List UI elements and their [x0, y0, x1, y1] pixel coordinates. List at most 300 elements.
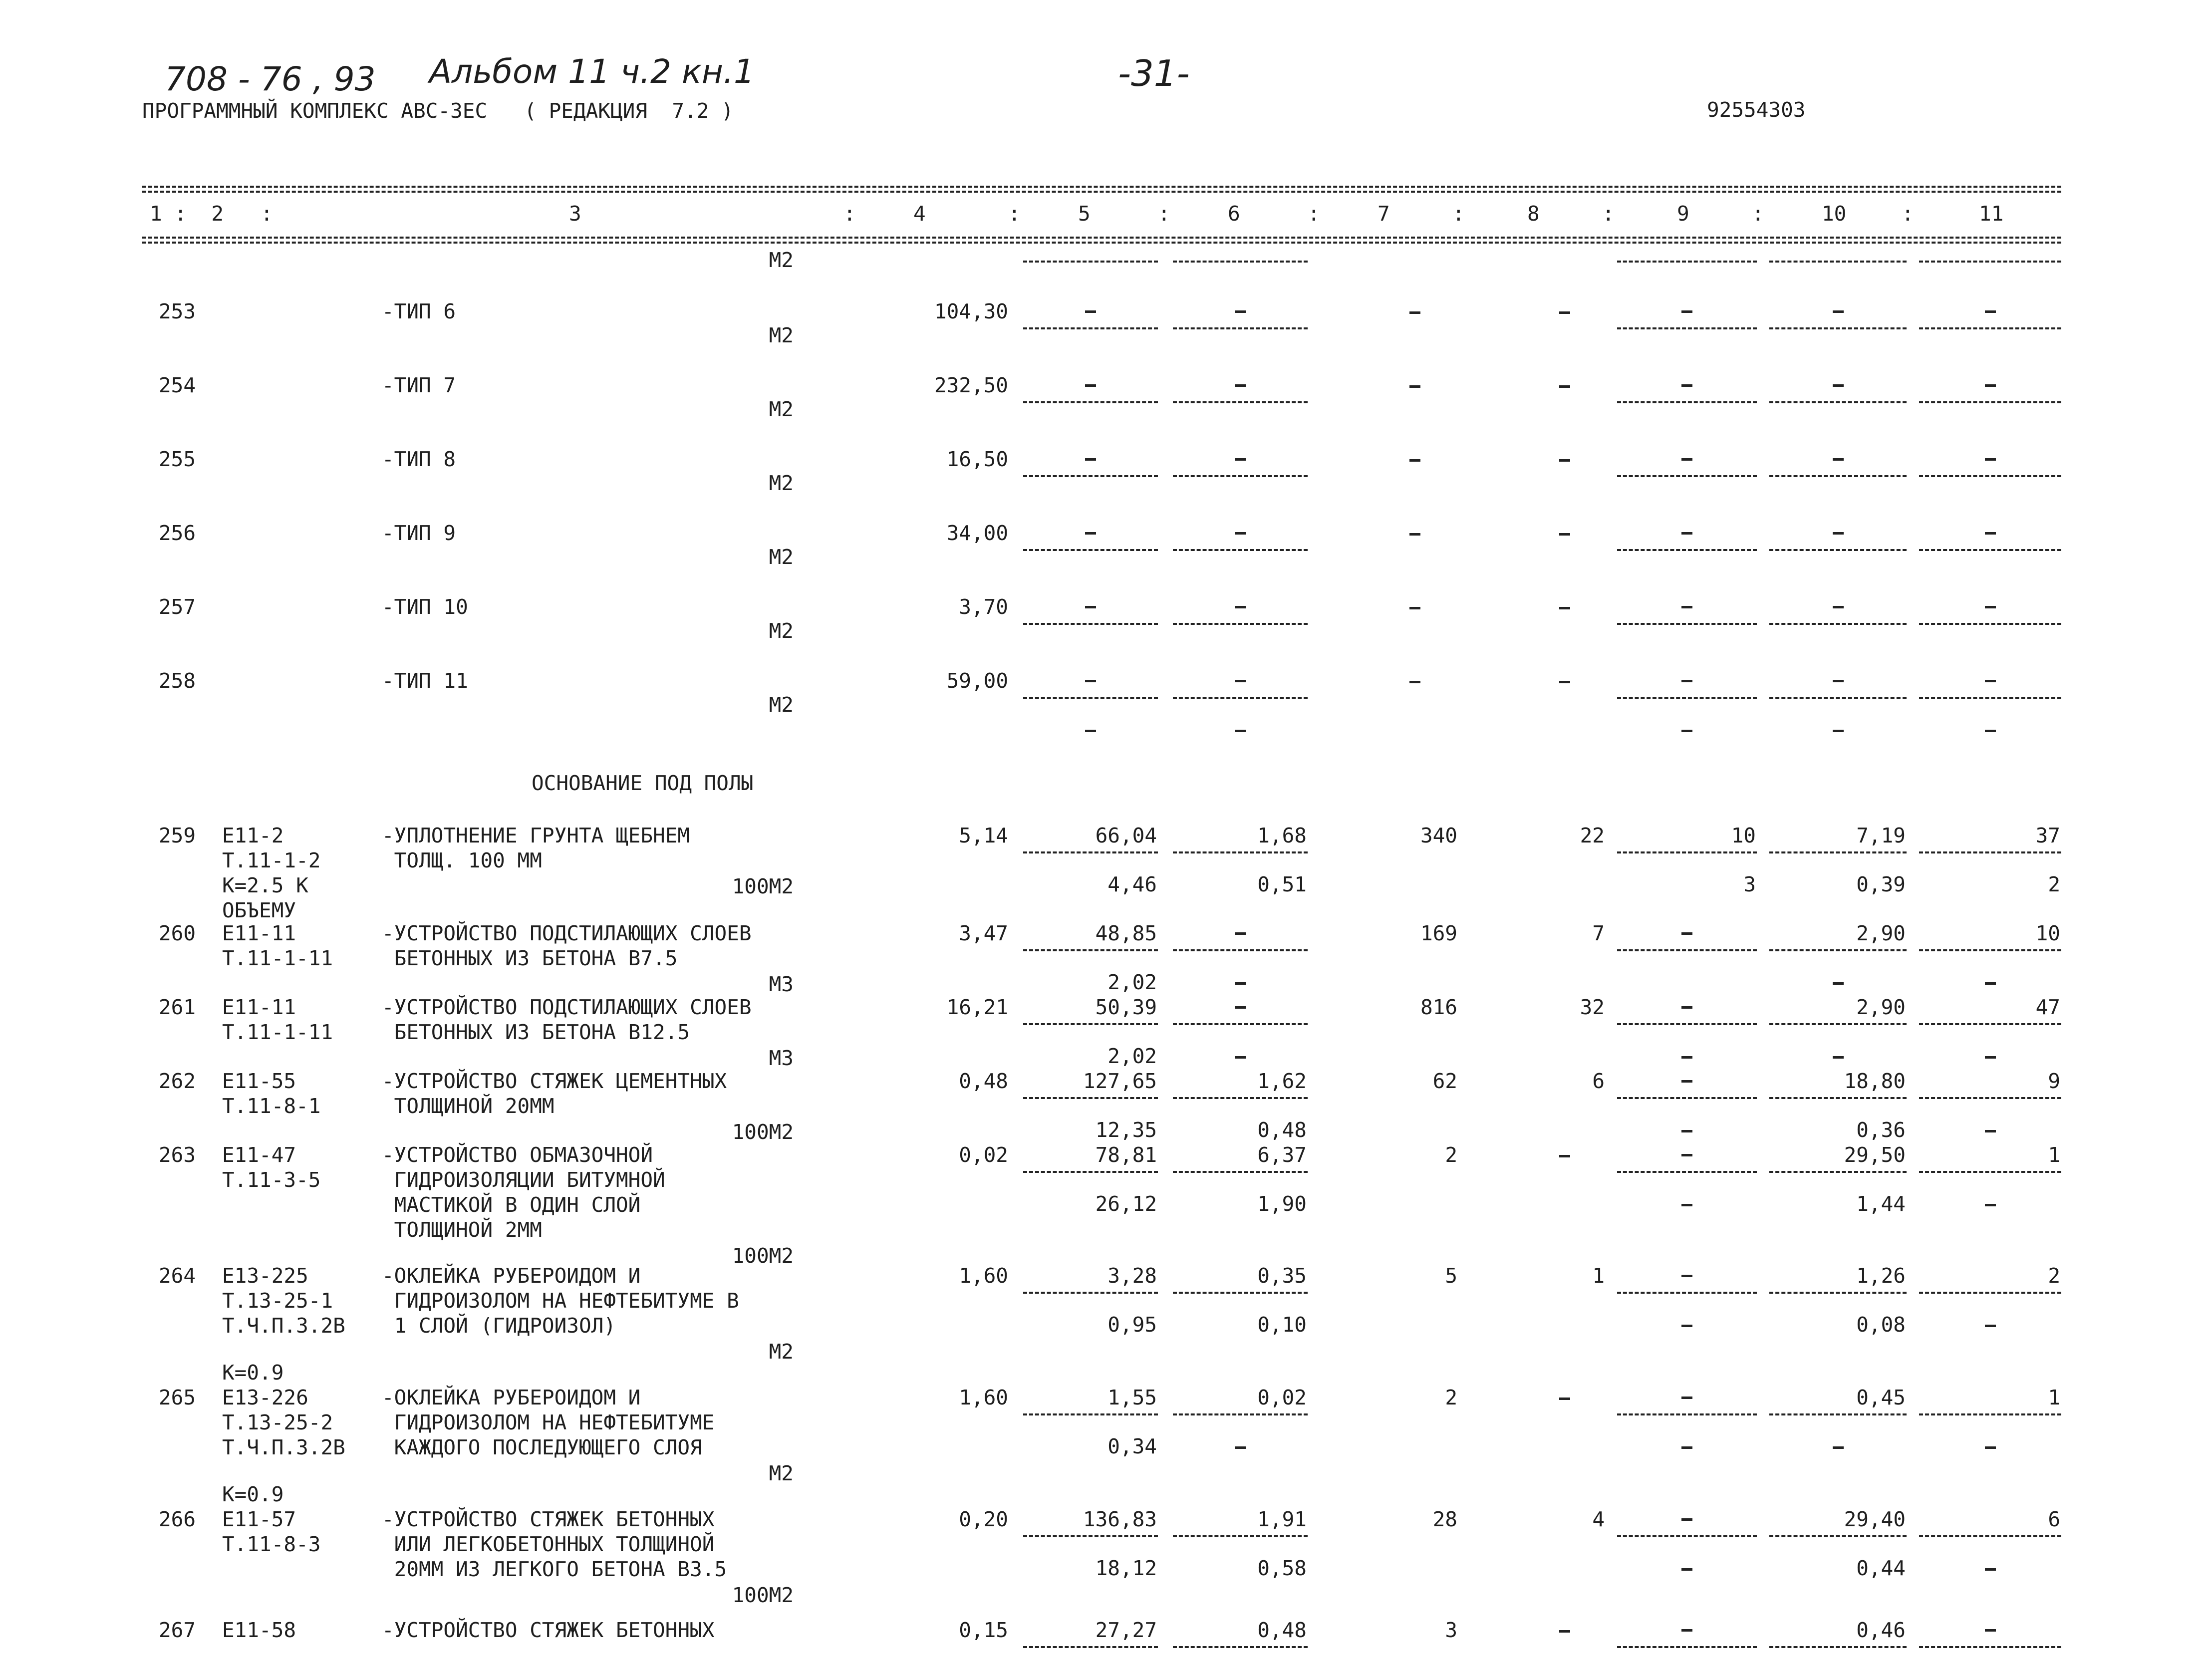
- row-unit: 100М2: [732, 1120, 794, 1144]
- dash-mark: [1985, 458, 1996, 461]
- dash-mark: [1681, 1154, 1692, 1156]
- fraction-rule: [1023, 949, 1158, 951]
- dash-mark: [1985, 982, 1996, 985]
- fraction-rule: [1617, 475, 1757, 477]
- fraction-rule: [1919, 949, 2061, 951]
- cell-value: 3,28: [1107, 1264, 1157, 1288]
- cell-value: 0,48: [1257, 1118, 1307, 1142]
- column-header: 1 : 2 :: [150, 202, 273, 226]
- row-quantity: 0,02: [959, 1143, 1008, 1167]
- row-description: МАСТИКОЙ В ОДИН СЛОЙ: [382, 1193, 641, 1217]
- cell-value: 7,19: [1856, 824, 1906, 847]
- row-description: -УСТРОЙСТВО СТЯЖЕК БЕТОННЫХ: [382, 1618, 715, 1642]
- dash-mark: [1681, 1446, 1692, 1449]
- cell-value: 26,12: [1095, 1192, 1157, 1216]
- fraction-rule: [1173, 1413, 1308, 1415]
- cell-value: 0,34: [1107, 1434, 1157, 1458]
- row-unit: М2: [769, 545, 794, 569]
- fraction-rule: [1769, 851, 1907, 853]
- cell-value: 0,46: [1856, 1618, 1906, 1642]
- cell-value: 6,37: [1257, 1143, 1307, 1167]
- fraction-rule: [1173, 1535, 1308, 1537]
- divider-rule: [1023, 261, 1158, 263]
- dash-mark: [1085, 384, 1096, 387]
- doc-number: 708 - 76 , 93: [165, 60, 376, 98]
- cell-value: 0,39: [1856, 872, 1906, 896]
- cell-value: 4: [1592, 1507, 1605, 1531]
- row-quantity: 1,60: [959, 1386, 1008, 1409]
- fraction-rule: [1617, 1292, 1757, 1294]
- dash-mark: [1681, 1397, 1692, 1399]
- row-number: 264: [159, 1264, 196, 1288]
- cell-value: 6: [1592, 1069, 1605, 1093]
- dash-mark: [1235, 982, 1246, 985]
- fraction-rule: [1617, 327, 1757, 329]
- cell-value: 66,04: [1095, 824, 1157, 847]
- row-number: 257: [159, 595, 196, 619]
- dash-mark: [1985, 1568, 1996, 1571]
- dash-mark: [1681, 1006, 1692, 1009]
- cell-value: 1,44: [1856, 1192, 1906, 1216]
- row-code: Т.13-25-1: [222, 1289, 333, 1313]
- dash-mark: [1085, 680, 1096, 682]
- row-code: Т.11-8-3: [222, 1532, 321, 1556]
- row-code: Т.11-1-11: [222, 946, 333, 970]
- dash-mark: [1833, 1446, 1844, 1449]
- divider-rule: [1173, 261, 1308, 263]
- dash-mark: [1559, 1630, 1570, 1633]
- fraction-rule: [1023, 697, 1158, 699]
- cell-value: 22: [1580, 824, 1605, 847]
- row-code: Е11-11: [222, 921, 296, 945]
- cell-value: 2: [1445, 1386, 1457, 1409]
- dash-mark: [1409, 681, 1420, 683]
- cell-value: 2: [2048, 1264, 2060, 1288]
- row-description: -ОКЛЕЙКА РУБЕРОИДОМ И: [382, 1386, 641, 1409]
- unit: М2: [769, 248, 794, 272]
- column-header: 3: [569, 202, 581, 226]
- cell-value: 136,83: [1083, 1507, 1157, 1531]
- column-header: :: [1602, 202, 1615, 226]
- dash-mark: [1085, 310, 1096, 313]
- dash-mark: [1235, 1056, 1246, 1059]
- row-unit: 100М2: [732, 1244, 794, 1268]
- table-header-rule-2: [142, 242, 2061, 244]
- fraction-rule: [1617, 949, 1757, 951]
- fraction-rule: [1617, 851, 1757, 853]
- fraction-rule: [1023, 327, 1158, 329]
- album-label: Альбом 11 ч.2 кн.1: [429, 52, 755, 91]
- row-quantity: 5,14: [959, 824, 1008, 847]
- dash-mark: [1833, 1056, 1844, 1059]
- fraction-rule: [1919, 1023, 2061, 1025]
- row-description: -ТИП 6: [382, 299, 456, 323]
- dash-mark: [1409, 385, 1420, 388]
- fraction-rule: [1919, 623, 2061, 625]
- row-code: Е11-2: [222, 824, 284, 847]
- dash-mark: [1833, 606, 1844, 608]
- row-description: БЕТОННЫХ ИЗ БЕТОНА В7.5: [382, 946, 678, 970]
- cell-value: 816: [1420, 995, 1457, 1019]
- table-top-rule: [142, 186, 2061, 188]
- row-code: Т.11-1-11: [222, 1020, 333, 1044]
- fraction-rule: [1173, 1097, 1308, 1099]
- column-header: 11: [1979, 202, 2004, 226]
- cell-value: 4,46: [1107, 872, 1157, 896]
- row-code: Т.Ч.П.3.2В: [222, 1314, 345, 1338]
- cell-value: 0,10: [1257, 1313, 1307, 1337]
- row-description: -УСТРОЙСТВО СТЯЖЕК БЕТОННЫХ: [382, 1507, 715, 1531]
- fraction-rule: [1769, 623, 1907, 625]
- fraction-rule: [1173, 623, 1308, 625]
- cell-value: 1: [2048, 1386, 2060, 1409]
- fraction-rule: [1023, 401, 1158, 403]
- row-code: К=2.5 К: [222, 873, 308, 897]
- fraction-rule: [1173, 1292, 1308, 1294]
- dash-mark: [1833, 680, 1844, 682]
- divider-rule: [1769, 261, 1907, 263]
- fraction-rule: [1173, 1171, 1308, 1173]
- fraction-rule: [1617, 1413, 1757, 1415]
- row-quantity: 0,20: [959, 1507, 1008, 1531]
- dash-mark: [1681, 932, 1692, 935]
- dash-mark: [1235, 730, 1246, 732]
- dash-mark: [1985, 1130, 1996, 1132]
- dash-mark: [1985, 1204, 1996, 1206]
- dash-mark: [1833, 982, 1844, 985]
- dash-mark: [1235, 458, 1246, 461]
- dash-mark: [1985, 1056, 1996, 1059]
- table-header-rule: [142, 237, 2061, 239]
- dash-mark: [1085, 730, 1096, 732]
- dash-mark: [1681, 1275, 1692, 1277]
- dash-mark: [1681, 680, 1692, 682]
- row-code: К=0.9: [222, 1361, 284, 1385]
- cell-value: 5: [1445, 1264, 1457, 1288]
- row-unit: М2: [769, 323, 794, 347]
- column-header: :: [1902, 202, 1914, 226]
- row-unit: М2: [769, 1461, 794, 1485]
- row-code: Е11-58: [222, 1618, 296, 1642]
- dash-mark: [1681, 1056, 1692, 1059]
- table-top-rule-2: [142, 191, 2061, 193]
- row-code: Е11-55: [222, 1069, 296, 1093]
- fraction-rule: [1023, 1023, 1158, 1025]
- cell-value: 6: [2048, 1507, 2060, 1531]
- fraction-rule: [1769, 1097, 1907, 1099]
- row-unit: М3: [769, 972, 794, 996]
- fraction-rule: [1173, 949, 1308, 951]
- row-unit: М3: [769, 1046, 794, 1070]
- cell-value: 0,48: [1257, 1618, 1307, 1642]
- fraction-rule: [1023, 1171, 1158, 1173]
- cell-value: 340: [1420, 824, 1457, 847]
- fraction-rule: [1919, 697, 2061, 699]
- column-header: :: [1452, 202, 1465, 226]
- fraction-rule: [1769, 475, 1907, 477]
- cell-value: 1,26: [1856, 1264, 1906, 1288]
- cell-value: 0,58: [1257, 1556, 1307, 1580]
- dash-mark: [1681, 730, 1692, 732]
- row-quantity: 16,21: [946, 995, 1008, 1019]
- dash-mark: [1681, 1204, 1692, 1206]
- row-number: 263: [159, 1143, 196, 1167]
- fraction-rule: [1919, 1413, 2061, 1415]
- cell-value: 1,68: [1257, 824, 1307, 847]
- column-header: 6: [1228, 202, 1240, 226]
- fraction-rule: [1919, 851, 2061, 853]
- fraction-rule: [1023, 1292, 1158, 1294]
- row-number: 262: [159, 1069, 196, 1093]
- fraction-rule: [1919, 1292, 2061, 1294]
- row-quantity: 0,15: [959, 1618, 1008, 1642]
- row-description: -УСТРОЙСТВО ОБМАЗОЧНОЙ: [382, 1143, 653, 1167]
- fraction-rule: [1919, 401, 2061, 403]
- row-code: Е13-226: [222, 1386, 308, 1409]
- row-quantity: 0,48: [959, 1069, 1008, 1093]
- cell-value: 2,02: [1107, 970, 1157, 994]
- column-header: 8: [1527, 202, 1540, 226]
- dash-mark: [1681, 458, 1692, 461]
- dash-mark: [1681, 1130, 1692, 1132]
- dash-mark: [1681, 384, 1692, 387]
- fraction-rule: [1919, 549, 2061, 551]
- column-header: 9: [1677, 202, 1689, 226]
- row-code: Е13-225: [222, 1264, 308, 1288]
- dash-mark: [1985, 1629, 1996, 1632]
- fraction-rule: [1769, 1646, 1907, 1648]
- row-quantity: 16,50: [946, 447, 1008, 471]
- row-description: -ТИП 8: [382, 447, 456, 471]
- fraction-rule: [1173, 1646, 1308, 1648]
- cell-value: 48,85: [1095, 921, 1157, 945]
- row-description: -УПЛОТНЕНИЕ ГРУНТА ЩЕБНЕМ: [382, 824, 690, 847]
- row-code: Т.13-25-2: [222, 1410, 333, 1434]
- row-description: 1 СЛОЙ (ГИДРОИЗОЛ): [382, 1314, 616, 1338]
- dash-mark: [1985, 310, 1996, 313]
- dash-mark: [1681, 1629, 1692, 1632]
- fraction-rule: [1617, 697, 1757, 699]
- document-code: 92554303: [1707, 98, 1806, 122]
- cell-value: 0,35: [1257, 1264, 1307, 1288]
- cell-value: 1: [1592, 1264, 1605, 1288]
- column-header: :: [1752, 202, 1764, 226]
- fraction-rule: [1769, 1171, 1907, 1173]
- cell-value: 50,39: [1095, 995, 1157, 1019]
- cell-value: 2,90: [1856, 995, 1906, 1019]
- row-code: К=0.9: [222, 1482, 284, 1506]
- cell-value: 1: [2048, 1143, 2060, 1167]
- row-description: КАЖДОГО ПОСЛЕДУЮЩЕГО СЛОЯ: [382, 1435, 702, 1459]
- row-description: -ОКЛЕЙКА РУБЕРОИДОМ И: [382, 1264, 641, 1288]
- row-description: ГИДРОИЗОЛОМ НА НЕФТЕБИТУМЕ: [382, 1410, 715, 1434]
- row-unit: 100М2: [732, 1583, 794, 1607]
- dash-mark: [1681, 1518, 1692, 1521]
- program-line: ПРОГРАММНЫЙ КОМПЛЕКС АВС-ЗЕС ( РЕДАКЦИЯ 7.2 ): [142, 99, 734, 123]
- row-description: -ТИП 7: [382, 373, 456, 397]
- dash-mark: [1681, 1080, 1692, 1083]
- dash-mark: [1235, 1006, 1246, 1009]
- dash-mark: [1559, 311, 1570, 314]
- cell-value: 0,95: [1107, 1313, 1157, 1337]
- fraction-rule: [1173, 851, 1308, 853]
- fraction-rule: [1617, 549, 1757, 551]
- dash-mark: [1085, 458, 1096, 461]
- fraction-rule: [1769, 1413, 1907, 1415]
- fraction-rule: [1617, 1171, 1757, 1173]
- cell-value: 29,50: [1844, 1143, 1906, 1167]
- dash-mark: [1235, 1446, 1246, 1449]
- dash-mark: [1985, 680, 1996, 682]
- fraction-rule: [1919, 327, 2061, 329]
- dash-mark: [1681, 532, 1692, 535]
- cell-value: 0,45: [1856, 1386, 1906, 1409]
- dash-mark: [1409, 459, 1420, 462]
- row-unit: М2: [769, 619, 794, 643]
- dash-mark: [1985, 532, 1996, 535]
- row-quantity: 34,00: [946, 521, 1008, 545]
- fraction-rule: [1769, 1023, 1907, 1025]
- page-number: -31-: [1118, 52, 1190, 94]
- dash-mark: [1985, 1325, 1996, 1327]
- fraction-rule: [1919, 1646, 2061, 1648]
- cell-value: 0,51: [1257, 872, 1307, 896]
- dash-mark: [1681, 310, 1692, 313]
- cell-value: 12,35: [1095, 1118, 1157, 1142]
- fraction-rule: [1023, 1413, 1158, 1415]
- cell-value: 37: [2035, 824, 2060, 847]
- column-header: :: [1008, 202, 1021, 226]
- dash-mark: [1559, 459, 1570, 462]
- dash-mark: [1681, 1568, 1692, 1571]
- cell-value: 2,90: [1856, 921, 1906, 945]
- fraction-rule: [1173, 697, 1308, 699]
- dash-mark: [1985, 730, 1996, 732]
- column-header: 10: [1822, 202, 1847, 226]
- row-description: -ТИП 9: [382, 521, 456, 545]
- column-header: :: [1158, 202, 1170, 226]
- row-number: 267: [159, 1618, 196, 1642]
- fraction-rule: [1173, 549, 1308, 551]
- dash-mark: [1681, 1325, 1692, 1327]
- row-code: ОБЪЕМУ: [222, 898, 296, 922]
- dash-mark: [1085, 532, 1096, 535]
- dash-mark: [1235, 680, 1246, 682]
- dash-mark: [1985, 606, 1996, 608]
- row-description: ТОЛЩИНОЙ 20ММ: [382, 1094, 554, 1118]
- row-unit: М2: [769, 397, 794, 421]
- cell-value: 169: [1420, 921, 1457, 945]
- column-header: 5: [1078, 202, 1091, 226]
- dash-mark: [1559, 1398, 1570, 1400]
- fraction-rule: [1617, 623, 1757, 625]
- dash-mark: [1235, 606, 1246, 608]
- cell-value: 1,90: [1257, 1192, 1307, 1216]
- row-code: Т.Ч.П.3.2В: [222, 1435, 345, 1459]
- cell-value: 2,02: [1107, 1044, 1157, 1068]
- row-description: -УСТРОЙСТВО СТЯЖЕК ЦЕМЕНТНЫХ: [382, 1069, 727, 1093]
- row-description: БЕТОННЫХ ИЗ БЕТОНА В12.5: [382, 1020, 690, 1044]
- cell-value: 9: [2048, 1069, 2060, 1093]
- fraction-rule: [1919, 1171, 2061, 1173]
- cell-value: 1,55: [1107, 1386, 1157, 1409]
- row-unit: 100М2: [732, 874, 794, 898]
- cell-value: 3: [1743, 872, 1756, 896]
- dash-mark: [1235, 310, 1246, 313]
- cell-value: 32: [1580, 995, 1605, 1019]
- fraction-rule: [1173, 1023, 1308, 1025]
- column-header: :: [843, 202, 856, 226]
- cell-value: 78,81: [1095, 1143, 1157, 1167]
- row-unit: М2: [769, 1340, 794, 1364]
- cell-value: 0,44: [1856, 1556, 1906, 1580]
- row-description: ГИДРОИЗОЛЯЦИИ БИТУМНОЙ: [382, 1168, 665, 1192]
- row-code: Т.11-1-2: [222, 848, 321, 872]
- row-quantity: 3,47: [959, 921, 1008, 945]
- cell-value: 10: [1731, 824, 1756, 847]
- row-code: Е11-47: [222, 1143, 296, 1167]
- cell-value: 3: [1445, 1618, 1457, 1642]
- row-quantity: 3,70: [959, 595, 1008, 619]
- row-number: 265: [159, 1386, 196, 1409]
- column-header: :: [1308, 202, 1320, 226]
- row-code: Т.11-8-1: [222, 1094, 321, 1118]
- row-number: 259: [159, 824, 196, 847]
- row-number: 260: [159, 921, 196, 945]
- row-number: 255: [159, 447, 196, 471]
- dash-mark: [1559, 533, 1570, 536]
- dash-mark: [1085, 606, 1096, 608]
- row-unit: М2: [769, 471, 794, 495]
- row-unit: М2: [769, 693, 794, 717]
- row-description: -УСТРОЙСТВО ПОДСТИЛАЮЩИХ СЛОЕВ: [382, 921, 752, 945]
- dash-mark: [1559, 385, 1570, 388]
- dash-mark: [1409, 533, 1420, 536]
- fraction-rule: [1023, 1646, 1158, 1648]
- fraction-rule: [1919, 1535, 2061, 1537]
- cell-value: 18,80: [1844, 1069, 1906, 1093]
- row-description: -УСТРОЙСТВО ПОДСТИЛАЮЩИХ СЛОЕВ: [382, 995, 752, 1019]
- row-description: ИЛИ ЛЕГКОБЕТОННЫХ ТОЛЩИНОЙ: [382, 1532, 715, 1556]
- row-number: 253: [159, 299, 196, 323]
- divider-rule: [1919, 261, 2061, 263]
- cell-value: 0,02: [1257, 1386, 1307, 1409]
- row-description: 20ММ ИЗ ЛЕГКОГО БЕТОНА В3.5: [382, 1557, 727, 1581]
- cell-value: 2: [1445, 1143, 1457, 1167]
- row-quantity: 104,30: [934, 299, 1008, 323]
- column-header: 7: [1378, 202, 1390, 226]
- cell-value: 2: [2048, 872, 2060, 896]
- row-description: ГИДРОИЗОЛОМ НА НЕФТЕБИТУМЕ В: [382, 1289, 739, 1313]
- row-code: Т.11-3-5: [222, 1168, 321, 1192]
- cell-value: 1,62: [1257, 1069, 1307, 1093]
- fraction-rule: [1617, 1646, 1757, 1648]
- row-number: 256: [159, 521, 196, 545]
- dash-mark: [1235, 532, 1246, 535]
- row-description: -ТИП 10: [382, 595, 468, 619]
- dash-mark: [1833, 730, 1844, 732]
- dash-mark: [1559, 1155, 1570, 1157]
- dash-mark: [1681, 606, 1692, 608]
- row-description: ТОЛЩ. 100 ММ: [382, 848, 542, 872]
- fraction-rule: [1919, 1097, 2061, 1099]
- fraction-rule: [1023, 1535, 1158, 1537]
- dash-mark: [1235, 932, 1246, 935]
- fraction-rule: [1023, 475, 1158, 477]
- cell-value: 27,27: [1095, 1618, 1157, 1642]
- fraction-rule: [1023, 1097, 1158, 1099]
- divider-rule: [1617, 261, 1757, 263]
